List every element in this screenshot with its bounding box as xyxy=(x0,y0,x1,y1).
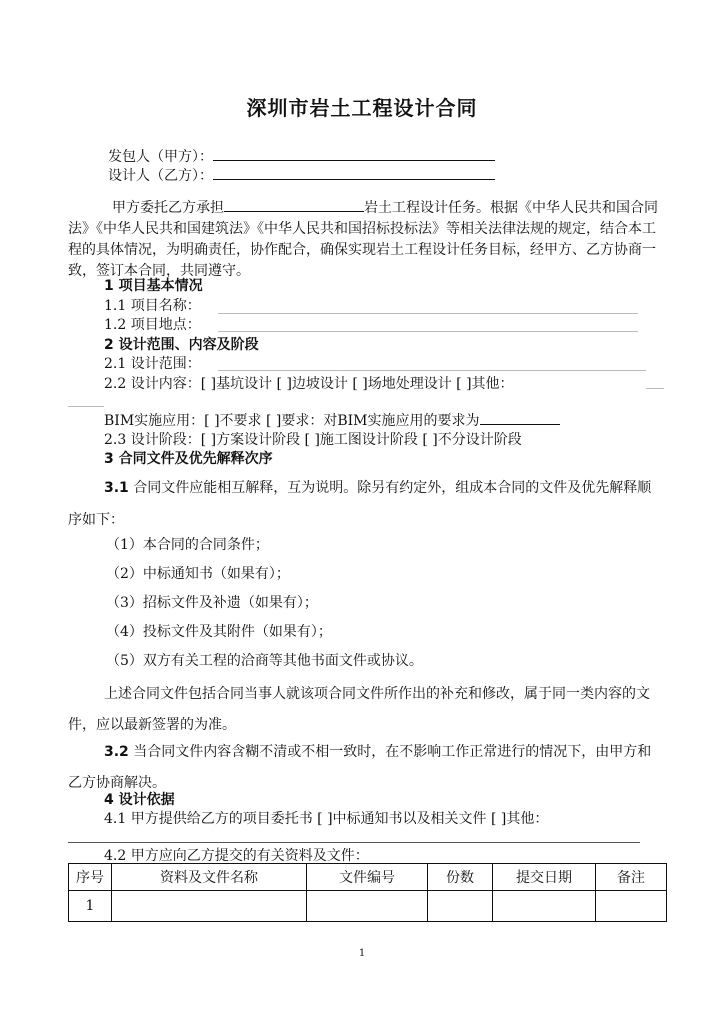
party-b-blank[interactable] xyxy=(213,167,495,180)
intro-start: 甲方委托乙方承担 xyxy=(112,200,224,216)
page-number: 1 xyxy=(358,948,366,959)
page-title: 深圳市岩土工程设计合同 xyxy=(246,96,478,120)
item-1-1-blank[interactable] xyxy=(218,313,638,314)
para-3-1 xyxy=(68,472,664,536)
col-header-remarks: 备注 xyxy=(596,864,667,891)
bim-blank[interactable] xyxy=(480,412,560,425)
item-4-2: 4.2 甲方应向乙方提交的有关资料及文件： xyxy=(104,848,369,864)
list-item: （4）投标文件及其附件（如果有）； xyxy=(106,624,332,640)
table-cell-remarks[interactable] xyxy=(596,891,667,922)
party-a-row xyxy=(108,146,495,166)
item-1-1: 1.1 项目名称： xyxy=(104,298,201,314)
item-4-1: 4.1 甲方提供给乙方的项目委托书 [ ]中标通知书以及相关文件 [ ]其他： xyxy=(104,811,549,827)
item-2-1: 2.1 设计范围： xyxy=(104,356,201,372)
bim-text: BIM实施应用：[ ]不要求 [ ]要求：对BIM实施应用的要求为 xyxy=(104,413,480,429)
item-2-1-blank[interactable] xyxy=(218,370,646,371)
party-a-blank[interactable] xyxy=(213,148,495,161)
item-1-2: 1.2 项目地点： xyxy=(104,317,201,333)
section-3-heading: 3 合同文件及优先解释次序 xyxy=(104,451,273,467)
para-3-2-num: 3.2 xyxy=(104,744,129,760)
project-name-blank[interactable] xyxy=(224,199,364,212)
intro-rest: 岩土工程设计任务。根据《中华人民共和国合同法》《中华人民共和国建筑法》《中华人民共和国招标投标法》等相关法律法规的规定，结合本工程的具体情况，为明确责任，协作配合，确保实现岩土工程设计任务目标，经甲方、乙方协商一致，签订本合同，共同遵守。 xyxy=(68,200,658,279)
intro-paragraph xyxy=(68,198,664,282)
item-4-1-blank[interactable] xyxy=(68,842,640,843)
col-header-copies: 份数 xyxy=(428,864,493,891)
list-item: （2）中标通知书（如果有）； xyxy=(106,566,290,582)
para-3-1-num: 3.1 xyxy=(104,480,129,496)
party-a-label: 发包人（甲方）： xyxy=(108,149,213,165)
list-item: （3）招标文件及补遗（如果有）； xyxy=(106,595,318,611)
party-b-label: 设计人（乙方）： xyxy=(108,168,213,184)
para-3-1-text: 合同文件应能相互解释，互为说明。除另有约定外，组成本合同的文件及优先解释顺序如下： xyxy=(68,480,652,528)
table-cell-date[interactable] xyxy=(493,891,596,922)
list-item: （1）本合同的合同条件； xyxy=(106,537,269,553)
list-item: （5）双方有关工程的洽商等其他书面文件或协议。 xyxy=(106,653,423,669)
documents-table xyxy=(68,863,667,922)
para-after-list: 上述合同文件包括合同当事人就该项合同文件所作出的补充和修改，属于同一类内容的文件，应以最新签署的为准。 xyxy=(68,686,650,733)
party-b-row xyxy=(108,165,495,185)
col-header-name: 资料及文件名称 xyxy=(112,864,307,891)
col-header-date: 提交日期 xyxy=(493,864,596,891)
table-cell-no: 1 xyxy=(69,891,112,922)
item-2-2: 2.2 设计内容：[ ]基坑设计 [ ]边坡设计 [ ]场地处理设计 [ ]其他： xyxy=(104,376,514,392)
item-2-2-other-blank-b[interactable] xyxy=(68,406,104,407)
col-header-doc-no: 文件编号 xyxy=(307,864,428,891)
item-1-2-blank[interactable] xyxy=(218,331,638,332)
table-header-row xyxy=(69,864,667,891)
section-4-heading: 4 设计依据 xyxy=(104,792,175,808)
item-2-3: 2.3 设计阶段：[ ]方案设计阶段 [ ]施工图设计阶段 [ ]不分设计阶段 xyxy=(104,432,522,448)
table-row xyxy=(69,891,667,922)
item-2-2-other-blank-a[interactable] xyxy=(646,388,664,389)
section-2-heading: 2 设计范围、内容及阶段 xyxy=(104,337,259,353)
bim-row xyxy=(104,410,560,430)
table-cell-copies[interactable] xyxy=(428,891,493,922)
col-header-no: 序号 xyxy=(69,864,112,891)
table-cell-doc-no[interactable] xyxy=(307,891,428,922)
para-3-2-text: 当合同文件内容含糊不清或不相一致时，在不影响工作正常进行的情况下，由甲方和乙方协商解决。 xyxy=(68,744,652,791)
section-1-heading: 1 项目基本情况 xyxy=(104,278,203,294)
table-cell-name[interactable] xyxy=(112,891,307,922)
